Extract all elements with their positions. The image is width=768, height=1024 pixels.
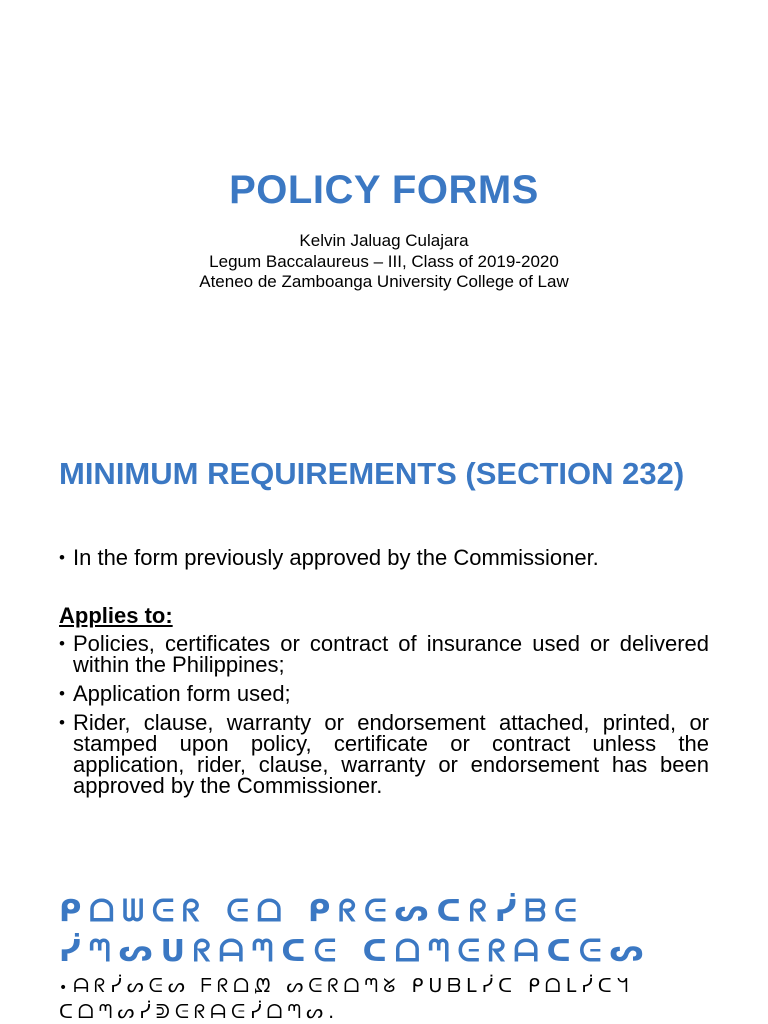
list-item-text: Rider, clause, warranty or endorsement attached, printed, or stamped upon policy, certificate or contract unless the application, rider, clause, warranty or endorsement has been approved by the Commissioner. [73,710,709,798]
school-name: Ateneo de Zamboanga University College of Law [199,272,569,291]
power-bullet-text: ᗩᖇᓰᔕᕮᔕ ᖴᖇᗝᘻ ᔕᕮᖇᗝᘉᘜ ᑭᑌᗷᒪᓰᑕ ᑭᗝᒪᓰᑕᖻ ᑕᗝᘉᔕᓰᕲᕮᖇᗩᕮᓰᗝᘉᔕ. [59,975,634,1023]
page-title: POLICY FORMS [229,168,539,212]
bullet-marker: • [59,634,65,653]
bullet-marker: • [59,684,65,703]
author-name: Kelvin Jaluag Culajara [299,231,469,250]
applies-to-label: Applies to: [59,603,173,628]
intro-bullet-text: In the form previously approved by the Commissioner. [73,545,599,570]
list-item-text: Application form used; [73,681,291,706]
list-item [59,712,709,796]
power-slide [0,870,768,1024]
list-item [59,683,709,704]
list-item-text: Policies, certificates or contract of insurance used or delivered within the Philippines; [73,631,709,677]
title-slide [0,0,768,420]
bullet-marker: • [59,548,65,567]
requirements-heading: MINIMUM REQUIREMENTS (SECTION 232) [59,456,685,491]
bullet-marker: • [59,980,68,996]
power-bullet [59,974,719,1024]
list-item [59,633,709,675]
bullet-marker: • [59,713,65,732]
intro-bullet [59,547,709,568]
requirements-slide [0,440,768,840]
degree-line: Legum Baccalaureus – III, Class of 2019-2020 [209,252,559,271]
power-heading: ᑭᗝᗯᕮᖇ ᕮᗝ ᑭᖇᕮᔕᑕᖇᓰᗷᕮ ᓰᘉᔕᑌᖇᗩᘉᑕᕮ ᑕᗝᘉᕮᖇᗩᑕᕮᔕ [59,894,652,969]
